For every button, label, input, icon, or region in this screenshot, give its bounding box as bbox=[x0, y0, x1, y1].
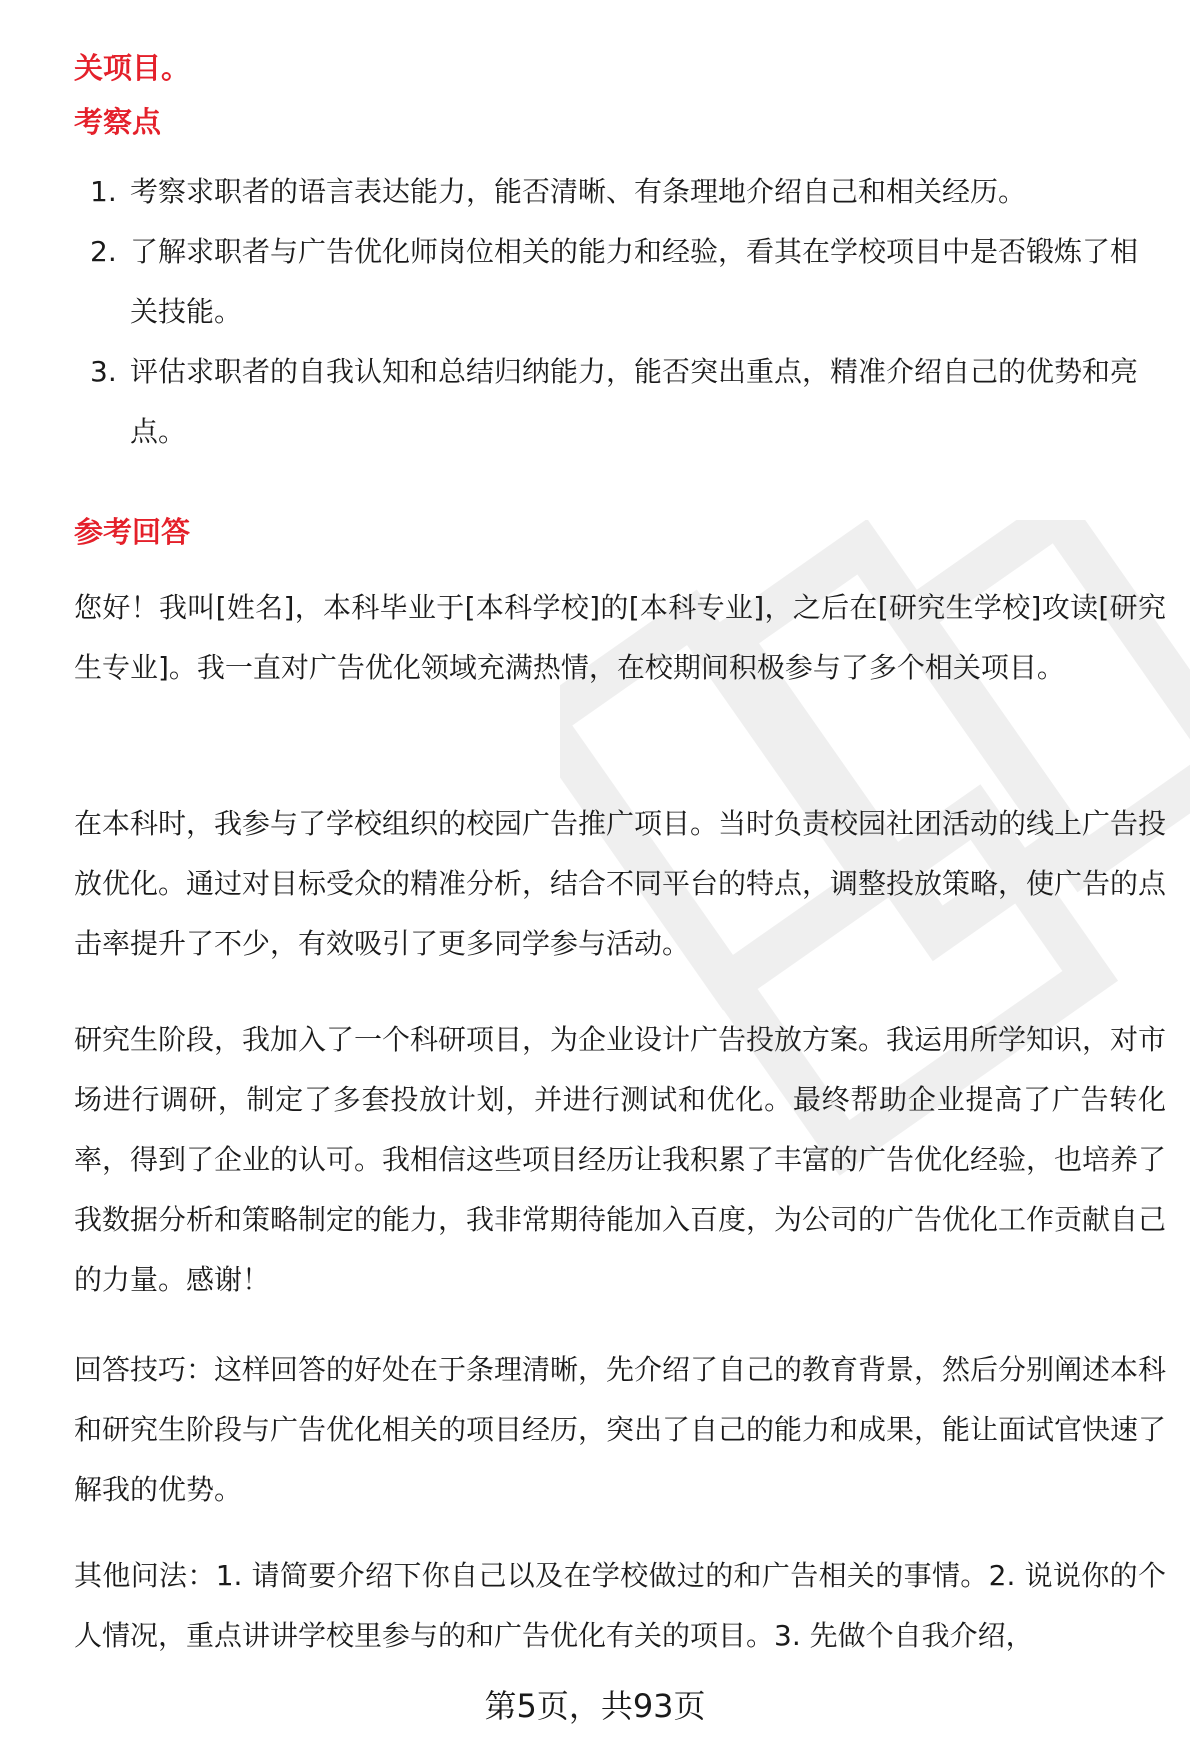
list-item bbox=[74, 342, 1164, 462]
list-item-number: 2. bbox=[90, 235, 117, 268]
other-questions-paragraph: 其他问法：1. 请简要介绍下你自己以及在学校做过的和广告相关的事情。2. 说说你的个人情况，重点讲讲学校里参与的和广告优化有关的项目。3. 先做个自我介绍， bbox=[74, 1559, 1166, 1652]
list-item-text: 评估求职者的自我认知和总结归纳能力，能否突出重点，精准介绍自己的优势和亮点。 bbox=[130, 355, 1139, 448]
fragment-heading: 关项目。 bbox=[74, 51, 191, 85]
list-item-text: 了解求职者与广告优化师岗位相关的能力和经验，看其在学校项目中是否锻炼了相关技能。 bbox=[130, 235, 1139, 328]
list-item-number: 1. bbox=[90, 175, 117, 208]
tips-paragraph: 回答技巧：这样回答的好处在于条理清晰，先介绍了自己的教育背景，然后分别阐述本科和研究生阶段与广告优化相关的项目经历，突出了自己的能力和成果，能让面试官快速了解我的优势。 bbox=[74, 1353, 1167, 1506]
list-item bbox=[74, 162, 1164, 222]
points-list bbox=[74, 162, 1164, 462]
answer-paragraph: 研究生阶段，我加入了一个科研项目，为企业设计广告投放方案。我运用所学知识，对市场进行调研，制定了多套投放计划，并进行测试和优化。最终帮助企业提高了广告转化率，得到了企业的认可。我相信这些项目经历让我积累了丰富的广告优化经验，也培养了我数据分析和策略制定的能力，我非常期待能加入百度，为公司的广告优化工作贡献自己的力量。感谢！ bbox=[74, 1023, 1167, 1296]
list-item bbox=[74, 222, 1164, 342]
answer-paragraph: 在本科时，我参与了学校组织的校园广告推广项目。当时负责校园社团活动的线上广告投放优化。通过对目标受众的精准分析，结合不同平台的特点，调整投放策略，使广告的点击率提升了不少，有效吸引了更多同学参与活动。 bbox=[74, 807, 1167, 960]
page-number: 第5页，共93页 bbox=[484, 1687, 706, 1725]
section-title-points: 考察点 bbox=[74, 105, 162, 139]
list-item-text: 考察求职者的语言表达能力，能否清晰、有条理地介绍自己和相关经历。 bbox=[130, 175, 1027, 208]
section-title-answer: 参考回答 bbox=[74, 515, 191, 549]
answer-paragraph: 您好！我叫[姓名]，本科毕业于[本科学校]的[本科专业]，之后在[研究生学校]攻读[研究生专业]。我一直对广告优化领域充满热情，在校期间积极参与了多个相关项目。 bbox=[74, 591, 1166, 684]
list-item-number: 3. bbox=[90, 355, 117, 388]
